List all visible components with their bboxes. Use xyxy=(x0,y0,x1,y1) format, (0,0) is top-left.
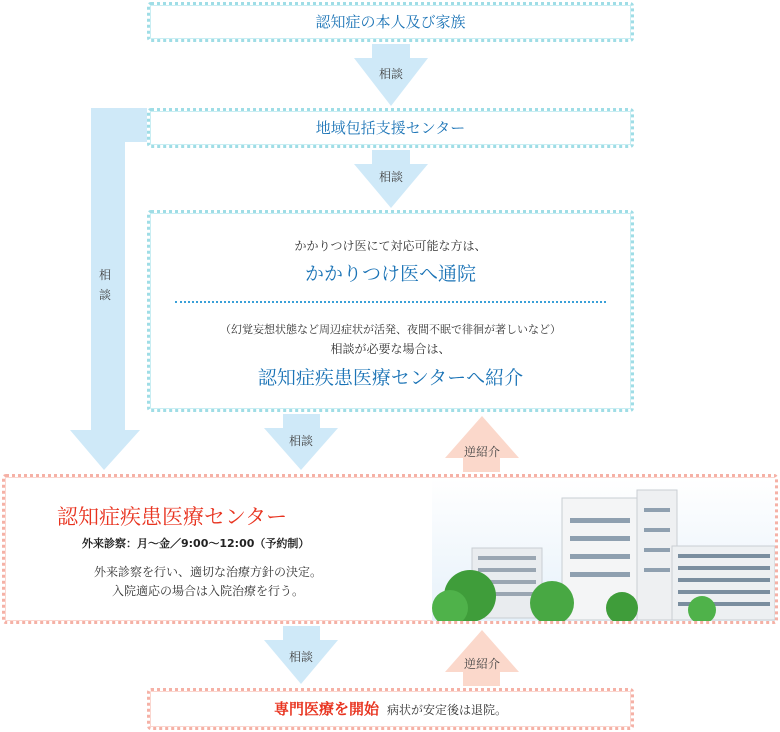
center-desc-line1: 外来診察を行い、適切な治療方針の決定。 xyxy=(93,565,322,579)
label-gyaku-2: 逆紹介 xyxy=(463,657,500,671)
node-family xyxy=(147,2,634,42)
center-title: 認知症疾患医療センター xyxy=(57,505,288,529)
info-line3: 相談が必要な場合は、 xyxy=(330,342,451,356)
label-gyaku-1: 逆紹介 xyxy=(463,445,500,459)
info-line1: かかりつけ医にて対応可能な方は、 xyxy=(294,239,487,253)
center-desc xyxy=(63,563,353,601)
label-soudan-vertical-1: 相 xyxy=(98,268,111,282)
center-desc-line2: 入院適応の場合は入院治療を行う。 xyxy=(111,584,304,598)
info-line2: （幻覚妄想状態など周辺症状が活発、夜間不眠で徘徊が著しいなど） xyxy=(220,323,561,336)
start-title: 専門医療を開始 xyxy=(273,700,379,718)
node-info xyxy=(147,210,634,412)
node-chiiki xyxy=(147,108,634,148)
label-soudan-4: 相談 xyxy=(288,650,313,664)
start-subtitle: 病状が安定後は退院。 xyxy=(387,703,508,717)
hospital-photo xyxy=(432,478,775,621)
node-chiiki-title: 地域包括支援センター xyxy=(315,119,466,137)
node-family-title: 認知症の本人及び家族 xyxy=(315,13,466,31)
label-soudan-vertical-2: 談 xyxy=(98,288,111,302)
center-hours: 外来診察：月～金／9:00～12:00（予約制） xyxy=(82,537,310,550)
label-soudan-3: 相談 xyxy=(288,434,313,448)
info-big2: 認知症疾患医療センターへ紹介 xyxy=(257,367,524,389)
node-start xyxy=(147,688,634,730)
info-separator xyxy=(175,301,606,303)
label-soudan-2: 相談 xyxy=(378,170,403,184)
info-big1: かかりつけ医へ通院 xyxy=(304,263,476,285)
label-soudan-1: 相談 xyxy=(378,67,403,81)
